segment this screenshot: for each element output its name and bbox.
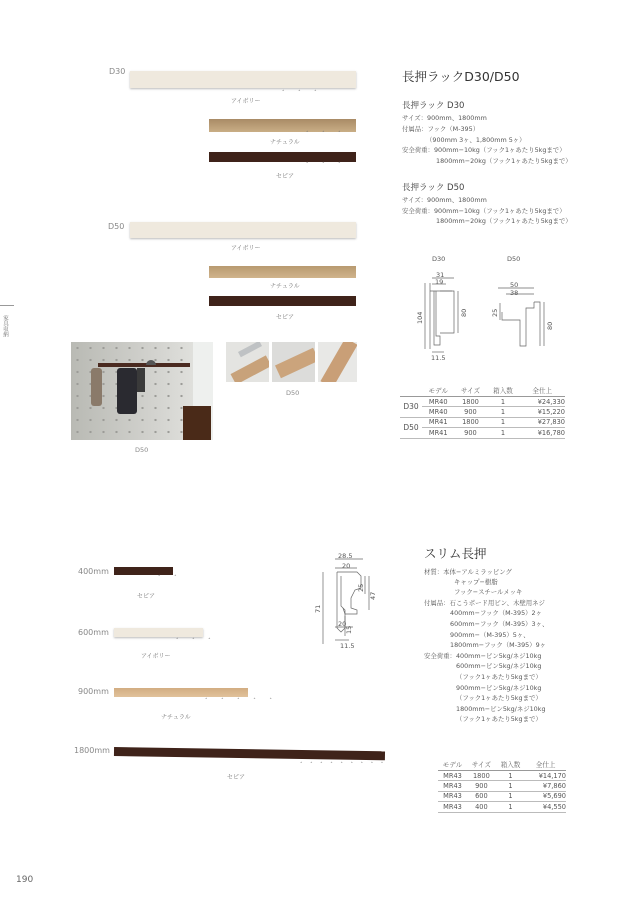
table-row: D30 MR40 1800 1 ¥24,330 [400,397,565,407]
table-row: MR43 900 1 ¥7,860 [438,781,566,791]
hooks: ˄ ˄ ˄ ˄ ˄ ˄ ˄ ˄ ˄ [300,762,387,768]
slim-spec: 1800mm−フック（M-395）9ヶ [450,641,547,649]
d30-heading: 長押ラック D30 [402,101,465,111]
col-header: 全仕上 [525,758,566,771]
variant-label-d50: D50 [108,222,125,231]
page-number: 190 [16,875,34,885]
hooks: ˄ ˄ ˄ [306,162,347,168]
rail-color-label: ナチュラル [270,139,300,146]
d30-spec: サイズ：900mm、1800mm [402,114,487,122]
table-row: MR41 900 1 ¥16,780 [400,428,565,438]
dim-20: 20 [342,562,351,570]
hooks: ˄ ˄ [158,575,183,581]
dim-20b: 20 [338,620,347,628]
dim-25: 25 [357,583,365,592]
d30-d50-section-diagram [410,250,560,365]
hooks: ˄ ˄ ˄ [282,90,323,96]
rail-color-label: ナチュラル [270,283,300,290]
diagram-d30-label: D30 [432,255,446,263]
slim-section-diagram [305,548,390,653]
slim-spec: フック−スチールメッキ [454,588,523,596]
dim-d30-31: 31 [436,271,445,279]
coat [117,368,137,414]
side-tab-label: 家具収納 [2,315,8,337]
dim-47: 47 [369,591,377,600]
dim-d50-38: 38 [510,289,519,297]
rail-1800-sepia [114,747,385,760]
series-cell: D30 [400,397,422,418]
rail-900-natural [114,688,248,697]
chair [183,406,211,440]
col-header: モデル [422,384,454,397]
rail-color-label: セピア [276,314,295,321]
dim-11-5: 11.5 [340,642,355,650]
section2-title: スリム長押 [424,546,487,561]
d50-spec: 1800mm−20kg（フック1ヶあたり5kgまで） [436,217,572,225]
dim-d30-19: 19 [435,278,444,286]
rail-color-label: アイボリー [141,653,171,660]
dim-71: 71 [314,604,322,613]
d50-spec: 安全荷重：900mm−10kg（フック1ヶあたり5kgまで） [402,207,566,215]
rail-color-label: セピア [276,173,295,180]
table-row: MR43 1800 1 ¥14,170 [438,771,566,781]
rail-400-sepia [114,567,173,575]
d50-heading: 長押ラック D50 [402,183,465,193]
hat [146,360,156,365]
rail-d50-sepia [209,296,356,306]
table-row: MR43 400 1 ¥4,550 [438,802,566,812]
closeup-photo-3 [318,342,357,382]
slim-spec: 付属品：石こうボード用ピン、木壁用ネジ [424,599,545,607]
slim-spec: 900mm−（M-395）5ヶ、 [450,631,530,639]
rail-size-label: 600mm [78,628,109,637]
rack [98,363,190,367]
rail-color-label: アイボリー [231,98,261,105]
rail-d50-ivory [130,222,356,238]
hooks: ˄ ˄ ˄ ˄ ˄ [205,698,278,704]
col-header: サイズ [454,384,486,397]
slim-spec: （フック1ヶあたり5kgまで） [456,715,542,723]
rail-color-label: セピア [137,593,156,600]
rail-size-label: 1800mm [74,746,110,755]
rail-size-label: 400mm [78,567,109,576]
series-cell: D50 [400,417,422,438]
dim-28-5: 28.5 [338,552,353,560]
rail-color-label: アイボリー [231,245,261,252]
col-header: 箱入数 [496,758,526,771]
slim-spec: 400mm−フック（M-395）2ヶ [450,609,542,617]
price-table-d30-d50 [400,384,565,439]
slim-spec: （フック1ヶあたり5kgまで） [456,673,542,681]
rail-600-ivory [114,628,203,637]
coat [91,368,102,406]
closeup-photo-2 [272,342,315,382]
slim-spec: 材質：本体−アルミラッピング [424,568,512,576]
dim-d50-25: 25 [491,308,499,317]
dim-d30-80: 80 [460,308,468,317]
table-row: MR43 600 1 ¥5,690 [438,791,566,801]
slim-spec: キャップ−樹脂 [454,578,498,586]
d30-spec: 1800mm−20kg（フック1ヶあたり5kgまで） [436,157,572,165]
dim-d50-50: 50 [510,281,519,289]
slim-spec: 900mm−ピン5kg/ネジ10kg [456,684,542,692]
bag [137,368,145,392]
variant-label-d30: D30 [109,67,126,76]
rail-size-label: 900mm [78,687,109,696]
col-header: 箱入数 [487,384,520,397]
d30-spec: 安全荷重：900mm−10kg（フック1ヶあたり5kgまで） [402,146,566,154]
closeup-photo-1 [226,342,269,382]
dim-15: 15 [345,625,353,634]
hooks: ˄ ˄ ˄ [176,638,217,644]
closeup-caption: D50 [286,389,300,397]
dim-d30-11-5: 11.5 [431,354,446,362]
col-header: 全仕上 [520,384,566,397]
section1-title: 長押ラックD30/D50 [402,69,520,84]
room-caption: D50 [135,446,149,454]
col-header: モデル [438,758,467,771]
dim-d30-104: 104 [416,311,424,324]
diagram-d50-label: D50 [507,255,521,263]
table-row: MR40 900 1 ¥15,220 [400,407,565,417]
slim-spec: 安全荷重：400mm−ピン5kg/ネジ10kg [424,652,542,660]
dim-d50-80: 80 [546,321,554,330]
rail-color-label: ナチュラル [161,714,191,721]
rail-color-label: セピア [227,774,246,781]
slim-spec: 600mm−ピン5kg/ネジ10kg [456,662,542,670]
side-tab [0,305,9,353]
slim-spec: （フック1ヶあたり5kgまで） [456,694,542,702]
price-table-slim [438,758,566,813]
rail-d30-ivory [130,71,356,88]
rail-d30-sepia [209,152,356,162]
col-header: サイズ [467,758,496,771]
d30-spec: 付属品：フック（M-395） [402,125,480,133]
d50-spec: サイズ：900mm、1800mm [402,196,487,204]
slim-spec: 1800mm−ピン5kg/ネジ10kg [456,705,546,713]
table-row: D50 MR41 1800 1 ¥27,830 [400,417,565,427]
d30-spec: （900mm 3ヶ、1,800mm 5ヶ） [426,136,526,144]
hooks: ˄ ˄ ˄ [306,131,347,137]
slim-spec: 600mm−フック（M-395）3ヶ、 [450,620,549,628]
rail-d50-natural [209,266,356,278]
room-photo [71,342,213,440]
